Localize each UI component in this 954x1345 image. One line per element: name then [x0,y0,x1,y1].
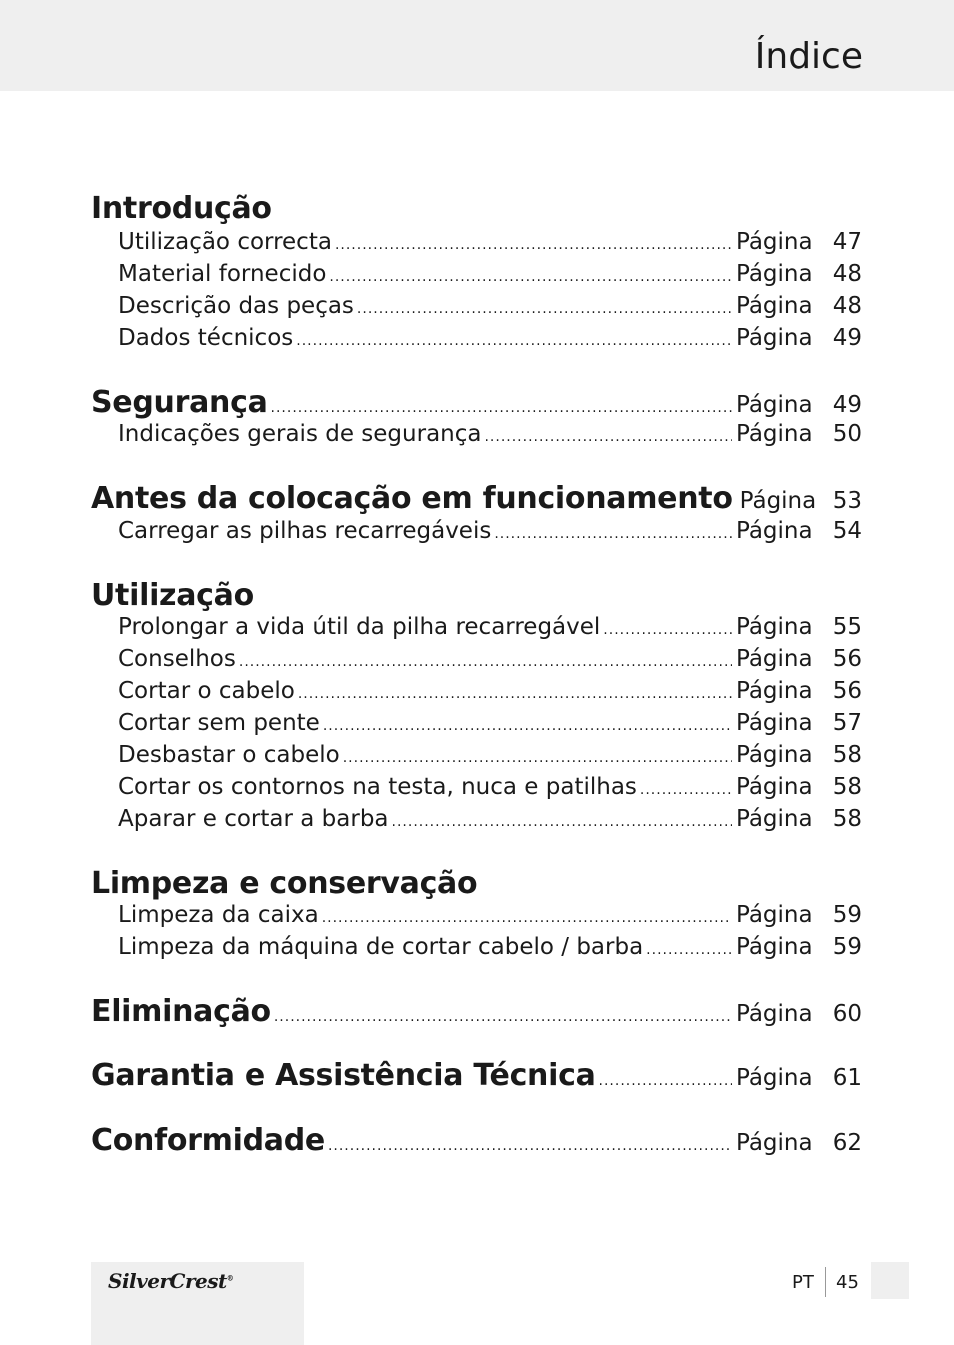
toc-entry[interactable] [91,902,862,928]
toc-section-title: Antes da colocação em funcionamento [91,481,733,516]
page-ref-number: 47 [832,229,862,255]
toc-entry-label: Cortar os contornos na testa, nuca e patilhas [118,774,637,800]
page-ref-number: 50 [832,421,862,447]
toc-entry[interactable] [91,518,862,544]
page-ref-number: 48 [832,261,862,287]
toc-section[interactable] [91,1123,862,1158]
toc-section-title: Segurança [91,385,268,420]
footer-divider [825,1267,826,1297]
toc-entry[interactable] [91,806,862,832]
toc-section[interactable] [91,994,862,1029]
toc-section-title: Utilização [91,578,254,613]
dot-leader [343,750,732,766]
brand-logo-text: SilverCrest® [108,1269,234,1293]
toc-entry[interactable] [91,325,862,351]
toc-entry-label: Indicações gerais de segurança [118,421,482,447]
toc-entry-label: Cortar sem pente [118,710,320,736]
toc-entry-label: Utilização correcta [118,229,332,255]
page-label: Página [736,902,813,928]
page-ref-number: 53 [832,488,862,514]
page-ref-number: 49 [832,325,862,351]
dot-leader [357,301,732,317]
page-label: Página [736,325,813,351]
page-label: Página [736,1001,813,1027]
dot-leader [323,718,732,734]
toc-entry[interactable] [91,614,862,640]
toc-section-title: Eliminação [91,994,271,1029]
toc-section[interactable] [91,385,862,420]
dot-leader [274,1009,732,1025]
page-label: Página [736,774,813,800]
page-label: Página [736,261,813,287]
toc-entry[interactable] [91,934,862,960]
toc-section[interactable] [91,191,862,226]
page-ref-number: 56 [832,646,862,672]
toc-entry[interactable] [91,742,862,768]
page-ref-number: 58 [832,774,862,800]
toc-entry-label: Conselhos [118,646,236,672]
toc-entry-label: Material fornecido [118,261,327,287]
dot-leader [328,1138,732,1154]
page-ref-number: 57 [832,710,862,736]
toc-section[interactable] [91,866,862,901]
page-label: Página [736,646,813,672]
toc-entry[interactable] [91,261,862,287]
toc-entry[interactable] [91,646,862,672]
toc-entry-label: Carregar as pilhas recarregáveis [118,518,492,544]
toc-section-title: Limpeza e conservação [91,866,478,901]
toc-entry-label: Prolongar a vida útil da pilha recarregável [118,614,601,640]
page-number: 45 [836,1272,859,1293]
toc-entry-label: Limpeza da máquina de cortar cabelo / barba [118,934,644,960]
page-ref-number: 48 [832,293,862,319]
dot-leader [296,333,732,349]
toc-section-title: Garantia e Assistência Técnica [91,1058,596,1093]
toc-entry-label: Aparar e cortar a barba [118,806,389,832]
page-label: Página [736,392,813,418]
page-title: Índice [754,36,863,77]
toc-section-title: Conformidade [91,1123,325,1158]
toc-entry[interactable] [91,421,862,447]
dot-leader [335,237,732,253]
language-code: PT [792,1272,814,1293]
page-ref-number: 58 [832,742,862,768]
dot-leader [298,686,732,702]
page-ref-number: 62 [832,1130,862,1156]
toc-section-title: Introdução [91,191,272,226]
page-label: Página [736,421,813,447]
dot-leader [484,429,732,445]
toc-entry[interactable] [91,229,862,255]
dot-leader [603,622,732,638]
dot-leader [239,654,732,670]
page-label: Página [736,1130,813,1156]
toc-entry-label: Dados técnicos [118,325,294,351]
toc-entry[interactable] [91,774,862,800]
toc-entry-label: Cortar o cabelo [118,678,295,704]
toc-entry[interactable] [91,678,862,704]
toc-section[interactable] [91,1058,862,1093]
page-ref-number: 61 [832,1065,862,1091]
page-ref-number: 54 [832,518,862,544]
toc-entry-label: Limpeza da caixa [118,902,319,928]
page-ref-number: 59 [832,934,862,960]
dot-leader [271,400,732,416]
page-label: Página [736,1065,813,1091]
page-label: Página [739,488,817,514]
page-label: Página [736,229,813,255]
toc-section[interactable] [91,481,862,516]
page-label: Página [736,806,813,832]
page-ref-number: 60 [832,1001,862,1027]
toc-entry[interactable] [91,293,862,319]
page-ref-number: 49 [832,392,862,418]
dot-leader [329,269,732,285]
footer-box [871,1262,909,1299]
page-ref-number: 56 [832,678,862,704]
toc-entry-label: Desbastar o cabelo [118,742,340,768]
toc-entry-label: Descrição das peças [118,293,354,319]
dot-leader [494,526,732,542]
dot-leader [322,910,732,926]
brand-logo [91,1262,304,1345]
page-label: Página [736,678,813,704]
page-ref-number: 59 [832,902,862,928]
page-label: Página [736,518,813,544]
dot-leader [392,814,732,830]
dot-leader [599,1073,732,1089]
page-ref-number: 55 [832,614,862,640]
toc-entry[interactable] [91,710,862,736]
dot-leader [646,942,732,958]
toc-section[interactable] [91,578,862,613]
page-label: Página [736,742,813,768]
page-label: Página [736,710,813,736]
page-label: Página [736,293,813,319]
dot-leader [640,782,732,798]
page-ref-number: 58 [832,806,862,832]
page-label: Página [736,614,813,640]
page-label: Página [736,934,813,960]
